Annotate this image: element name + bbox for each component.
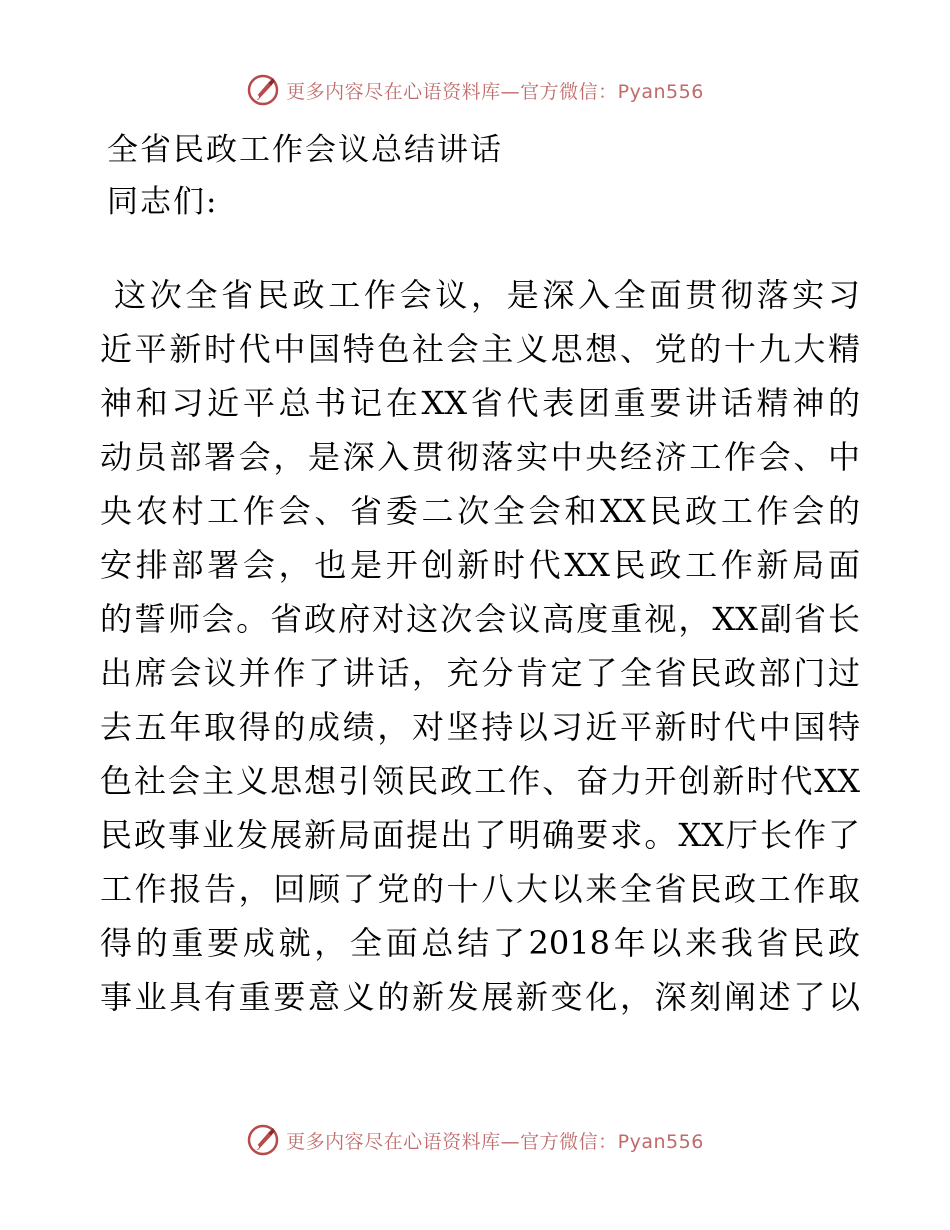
text-line: 色社会主义思想引领民政工作、奋力开创新时代XX [100, 762, 860, 800]
quill-pen-seal-icon [246, 73, 280, 107]
text-line: 动员部署会，是深入贯彻落实中央经济工作会、中 [100, 438, 860, 476]
watermark-text: 更多内容尽在心语资料库—官方微信：Pyan556 [286, 1130, 704, 1153]
text-line: 工作报告，回顾了党的十八大以来全省民政工作取 [100, 870, 860, 908]
text-line: 得的重要成就，全面总结了2018年以来我省民政 [100, 924, 860, 962]
quill-pen-seal-icon [246, 1123, 280, 1157]
salutation: 同志们: [107, 184, 219, 220]
text-line: 事业具有重要意义的新发展新变化，深刻阐述了以 [100, 978, 860, 1016]
footer-watermark [0, 1120, 950, 1160]
text-line: 近平新时代中国特色社会主义思想、党的十九大精 [100, 330, 860, 368]
text-line: 神和习近平总书记在XX省代表团重要讲话精神的 [100, 384, 860, 422]
text-line: 的誓师会。省政府对这次会议高度重视，XX副省长 [100, 600, 860, 638]
text-line: 出席会议并作了讲话，充分肯定了全省民政部门过 [100, 654, 860, 692]
body-paragraph [100, 268, 860, 1024]
text-line: 这次全省民政工作会议，是深入全面贯彻落实习 [114, 276, 860, 314]
header-watermark [0, 70, 950, 110]
watermark-text: 更多内容尽在心语资料库—官方微信：Pyan556 [286, 80, 704, 103]
text-line: 去五年取得的成绩，对坚持以习近平新时代中国特 [100, 708, 860, 746]
text-line: 民政事业发展新局面提出了明确要求。XX厅长作了 [100, 816, 860, 854]
text-line: 央农村工作会、省委二次全会和XX民政工作会的 [100, 492, 860, 530]
text-line: 安排部署会，也是开创新时代XX民政工作新局面 [100, 546, 860, 584]
document-title: 全省民政工作会议总结讲话 [107, 132, 503, 168]
